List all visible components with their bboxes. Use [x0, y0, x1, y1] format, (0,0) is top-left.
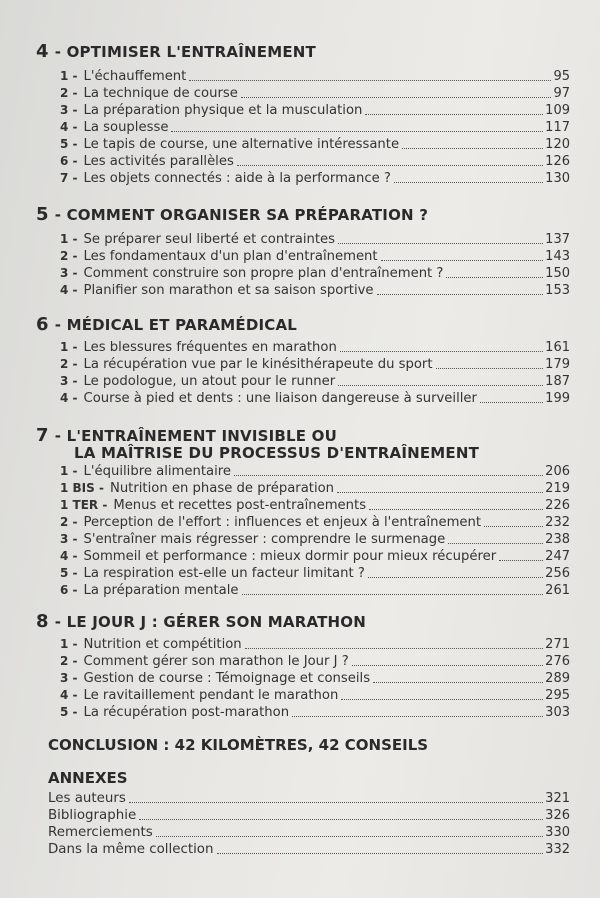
dot-leader: [341, 699, 543, 700]
entry-page: 120: [545, 137, 570, 152]
entry-title: Menus et recettes post-entraînements: [113, 498, 367, 513]
entry-page: 137: [545, 232, 570, 247]
section-8-title: [36, 612, 366, 632]
entry-index: 2 -: [60, 357, 78, 371]
toc-entry[interactable]: [60, 582, 570, 599]
dot-leader: [338, 385, 543, 386]
section-8-entries: [60, 636, 570, 721]
dot-leader: [436, 368, 544, 369]
toc-entry[interactable]: [60, 531, 570, 548]
entry-title: La respiration est-elle un facteur limitant ?: [83, 566, 365, 581]
toc-entry[interactable]: [60, 119, 570, 136]
section-7-title-line2: [74, 443, 479, 463]
dot-leader: [484, 526, 543, 527]
entry-title: L'échauffement: [83, 69, 187, 84]
entry-index: 4 -: [60, 120, 78, 134]
entry-title: Les blessures fréquentes en marathon: [83, 340, 337, 355]
entry-index: 2 -: [60, 515, 78, 529]
entry-index: 2 -: [60, 86, 78, 100]
entry-page: 126: [545, 154, 570, 169]
dot-leader: [352, 665, 543, 666]
dot-leader: [365, 114, 543, 115]
dot-leader: [368, 577, 543, 578]
entry-index: 4 -: [60, 549, 78, 563]
dot-leader: [292, 716, 543, 717]
entry-title: Les activités parallèles: [83, 154, 234, 169]
entry-title: Nutrition et compétition: [83, 637, 242, 652]
entry-index: 1 TER -: [60, 498, 108, 512]
toc-entry[interactable]: [60, 548, 570, 565]
toc-entry[interactable]: [60, 390, 570, 407]
section-6-title: [36, 315, 297, 335]
entry-index: 2 -: [60, 654, 78, 668]
entry-page: 330: [545, 825, 570, 840]
entry-page: 326: [545, 808, 570, 823]
dot-leader: [338, 243, 543, 244]
section-title-text: - LE JOUR J : GÉRER SON MARATHON: [54, 613, 366, 631]
dot-leader: [448, 543, 543, 544]
section-5-title: [36, 205, 428, 225]
entry-title: Planifier son marathon et sa saison sportive: [83, 283, 374, 298]
entry-index: 4 -: [60, 283, 78, 297]
section-6-entries: [60, 339, 570, 407]
entry-title: Bibliographie: [48, 808, 137, 823]
dot-leader: [499, 560, 543, 561]
section-title-text: - L'ENTRAÎNEMENT INVISIBLE OU: [54, 427, 337, 445]
entry-page: 130: [545, 171, 570, 186]
entry-title: Comment gérer son marathon le Jour J ?: [83, 654, 349, 669]
section-number: 7: [36, 425, 49, 446]
toc-entry[interactable]: [60, 373, 570, 390]
entry-index: 1 -: [60, 69, 78, 83]
entry-page: 232: [545, 515, 570, 530]
section-4-title: [36, 42, 316, 62]
entry-page: 117: [545, 120, 570, 135]
toc-entry[interactable]: [60, 231, 570, 248]
entry-index: 5 -: [60, 566, 78, 580]
dot-leader: [234, 475, 543, 476]
section-number: 5: [36, 204, 49, 225]
entry-page: 261: [545, 583, 570, 598]
entry-title: La technique de course: [83, 86, 238, 101]
dot-leader: [373, 682, 543, 683]
toc-entry[interactable]: [60, 356, 570, 373]
toc-entry[interactable]: [60, 636, 570, 653]
entry-title: Comment construire son propre plan d'entraînement ?: [83, 266, 444, 281]
toc-entry[interactable]: [60, 265, 570, 282]
entry-page: 97: [553, 86, 570, 101]
entry-title: Les auteurs: [48, 791, 126, 806]
entry-title: La préparation physique et la musculation: [83, 103, 363, 118]
entry-page: 143: [545, 249, 570, 264]
toc-entry[interactable]: [48, 824, 570, 841]
entry-index: 2 -: [60, 249, 78, 263]
dot-leader: [394, 182, 543, 183]
entry-index: 3 -: [60, 671, 78, 685]
toc-entry[interactable]: [48, 841, 570, 858]
entry-title: La préparation mentale: [83, 583, 239, 598]
entry-page: 295: [545, 688, 570, 703]
section-title-text: - OPTIMISER L'ENTRAÎNEMENT: [54, 43, 316, 61]
dot-leader: [480, 402, 543, 403]
toc-entry[interactable]: [60, 463, 570, 480]
entry-page: 321: [545, 791, 570, 806]
entry-title: Les fondamentaux d'un plan d'entraînement: [83, 249, 378, 264]
dot-leader: [242, 594, 544, 595]
entry-title: Les objets connectés : aide à la performance ?: [83, 171, 391, 186]
entry-title: Le podologue, un atout pour le runner: [83, 374, 336, 389]
entry-page: 179: [545, 357, 570, 372]
section-title-text: - MÉDICAL ET PARAMÉDICAL: [54, 316, 298, 334]
section-4-entries: [60, 68, 570, 187]
section-number: 6: [36, 314, 49, 335]
entry-page: 95: [553, 69, 570, 84]
entry-index: 4 -: [60, 688, 78, 702]
entry-index: 1 -: [60, 464, 78, 478]
entry-page: 206: [545, 464, 570, 479]
dot-leader: [237, 165, 543, 166]
section-7-entries: [60, 463, 570, 599]
dot-leader: [446, 277, 543, 278]
entry-page: 256: [545, 566, 570, 581]
entry-page: 161: [545, 340, 570, 355]
entry-title: S'entraîner mais régresser : comprendre le surmenage: [83, 532, 446, 547]
entry-title: Gestion de course : Témoignage et conseils: [83, 671, 371, 686]
dot-leader: [381, 260, 544, 261]
entry-index: 6 -: [60, 154, 78, 168]
dot-leader: [189, 80, 551, 81]
entry-index: 1 -: [60, 637, 78, 651]
entry-page: 226: [545, 498, 570, 513]
toc-entry[interactable]: [60, 653, 570, 670]
toc-entry[interactable]: [60, 136, 570, 153]
entry-index: 6 -: [60, 583, 78, 597]
entry-title: La récupération vue par le kinésithérapeute du sport: [83, 357, 433, 372]
toc-entry[interactable]: [60, 514, 570, 531]
entry-title: La récupération post-marathon: [83, 705, 290, 720]
entry-index: 4 -: [60, 391, 78, 405]
annexes-entries: [48, 790, 570, 858]
entry-page: 187: [545, 374, 570, 389]
entry-title: Nutrition en phase de préparation: [109, 481, 335, 496]
entry-page: 332: [545, 842, 570, 857]
toc-entry[interactable]: [60, 68, 570, 85]
entry-index: 3 -: [60, 532, 78, 546]
entry-page: 289: [545, 671, 570, 686]
toc-entry[interactable]: [60, 153, 570, 170]
dot-leader: [171, 131, 543, 132]
entry-title: L'équilibre alimentaire: [83, 464, 232, 479]
entry-page: 238: [545, 532, 570, 547]
entry-title: Se préparer seul liberté et contraintes: [83, 232, 336, 247]
entry-page: 276: [545, 654, 570, 669]
toc-entry[interactable]: [60, 102, 570, 119]
toc-entry[interactable]: [48, 790, 570, 807]
toc-entry[interactable]: [60, 170, 570, 187]
entry-title: Course à pied et dents : une liaison dangereuse à surveiller: [83, 391, 477, 406]
conclusion-heading[interactable]: CONCLUSION : 42 KILOMÈTRES, 42 CONSEILS: [48, 736, 429, 754]
annexes-heading: ANNEXES: [48, 769, 128, 787]
entry-index: 1 -: [60, 232, 78, 246]
entry-title: Sommeil et performance : mieux dormir pour mieux récupérer: [83, 549, 497, 564]
toc-entry[interactable]: [48, 807, 570, 824]
entry-title: Remerciements: [48, 825, 153, 840]
entry-index: 1 BIS -: [60, 481, 104, 495]
section-title-text: - COMMENT ORGANISER SA PRÉPARATION ?: [54, 206, 429, 224]
dot-leader: [340, 351, 543, 352]
entry-index: 3 -: [60, 266, 78, 280]
entry-page: 219: [545, 481, 570, 496]
entry-title: Dans la même collection: [48, 842, 214, 857]
dot-leader: [377, 294, 544, 295]
toc-entry[interactable]: [60, 248, 570, 265]
entry-page: 109: [545, 103, 570, 118]
dot-leader: [402, 148, 543, 149]
entry-page: 199: [545, 391, 570, 406]
toc-entry[interactable]: [60, 704, 570, 721]
section-number: 4: [36, 41, 49, 62]
entry-index: 5 -: [60, 705, 78, 719]
toc-entry[interactable]: [60, 497, 570, 514]
entry-page: 247: [545, 549, 570, 564]
dot-leader: [217, 853, 544, 854]
entry-title: Perception de l'effort : influences et enjeux à l'entraînement: [83, 515, 482, 530]
entry-index: 5 -: [60, 137, 78, 151]
section-5-entries: [60, 231, 570, 299]
dot-leader: [245, 648, 544, 649]
entry-index: 7 -: [60, 171, 78, 185]
dot-leader: [369, 509, 543, 510]
dot-leader: [241, 97, 552, 98]
toc-entry[interactable]: [60, 282, 570, 299]
toc-entry[interactable]: [60, 670, 570, 687]
dot-leader: [129, 802, 543, 803]
entry-index: 1 -: [60, 340, 78, 354]
entry-index: 3 -: [60, 103, 78, 117]
toc-entry[interactable]: [60, 480, 570, 497]
entry-title: Le tapis de course, une alternative intéressante: [83, 137, 400, 152]
entry-index: 3 -: [60, 374, 78, 388]
toc-entry[interactable]: [60, 565, 570, 582]
dot-leader: [139, 819, 543, 820]
toc-entry[interactable]: [60, 85, 570, 102]
dot-leader: [337, 492, 543, 493]
toc-entry[interactable]: [60, 339, 570, 356]
entry-page: 271: [545, 637, 570, 652]
entry-page: 153: [545, 283, 570, 298]
entry-title: Le ravitaillement pendant le marathon: [83, 688, 339, 703]
toc-entry[interactable]: [60, 687, 570, 704]
entry-page: 303: [545, 705, 570, 720]
entry-title: La souplesse: [83, 120, 169, 135]
section-number: 8: [36, 611, 49, 632]
dot-leader: [156, 836, 543, 837]
section-title-text: LA MAÎTRISE DU PROCESSUS D'ENTRAÎNEMENT: [74, 444, 480, 462]
entry-page: 150: [545, 266, 570, 281]
